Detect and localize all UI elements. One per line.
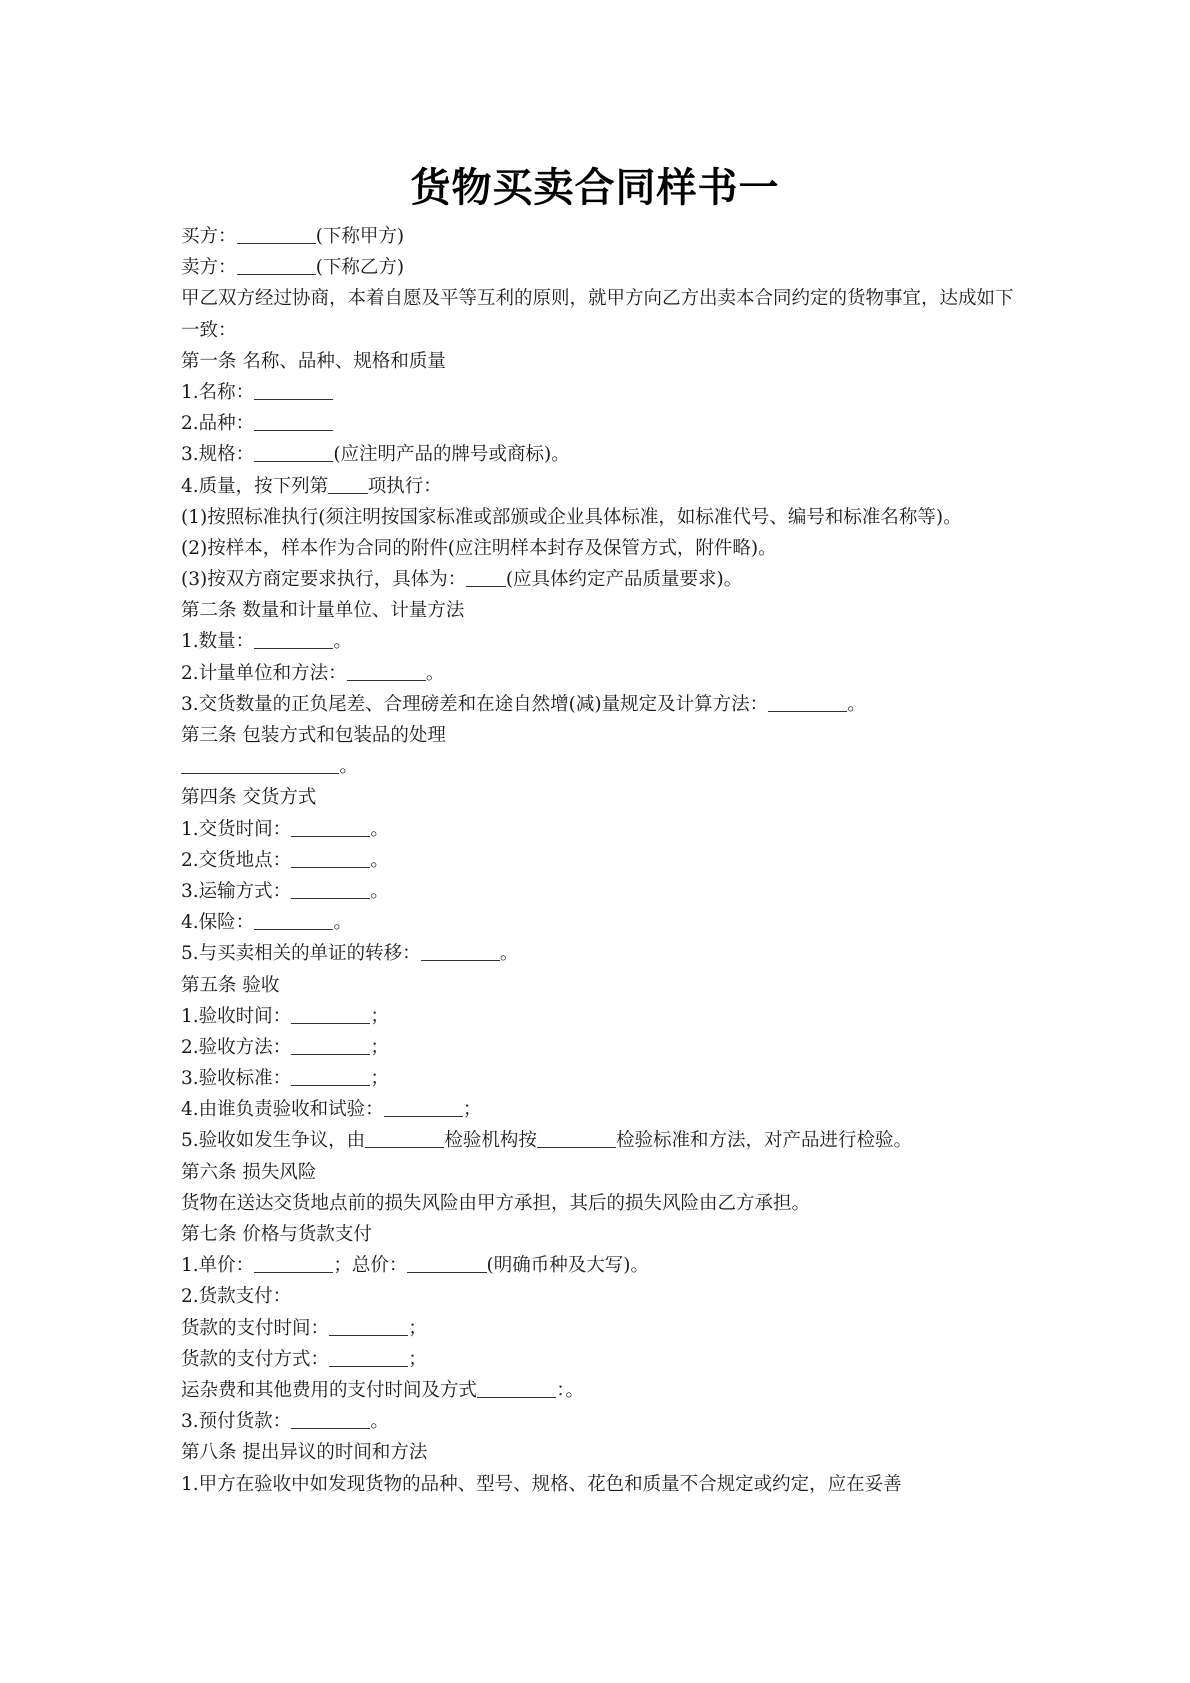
fill-in-blank (768, 691, 847, 712)
clause-line: 卖方： (下称乙方) (181, 252, 1021, 283)
fill-in-blank (291, 847, 370, 868)
article-heading: 第六条 损失风险 (181, 1161, 317, 1183)
fill-in-blank (384, 1096, 463, 1117)
clause-line: 1.单价： ；总价： (明确币种及大写)。 (181, 1250, 1021, 1281)
clause-line: (3)按双方商定要求执行，具体为： (应具体约定产品质量要求)。 (181, 564, 1021, 595)
fill-in-blank (291, 1003, 370, 1024)
clause-line: 1.验收时间： ； (181, 1001, 1021, 1032)
clause-line: 。 (181, 751, 1021, 782)
article-heading: 第一条 名称、品种、规格和质量 (181, 350, 446, 372)
article-heading: 第二条 数量和计量单位、计量方法 (181, 600, 465, 622)
clause-line: 2.货款支付： (181, 1286, 292, 1308)
fill-in-blank (329, 1346, 408, 1367)
clause-line: 货款的支付方式： ； (181, 1344, 1021, 1375)
document-title: 货物买卖合同样书一 (410, 165, 780, 211)
article-heading: 第三条 包装方式和包装品的处理 (181, 725, 446, 747)
clause-line: 2.品种： (181, 408, 1021, 439)
fill-in-blank (347, 660, 426, 681)
fill-in-blank (466, 566, 506, 587)
clause-line: 5.验收如发生争议，由 检验机构按 检验标准和方法，对产品进行检验。 (181, 1125, 1021, 1156)
clause-line: 3.交货数量的正负尾差、合理磅差和在途自然增(减)量规定及计算方法： 。 (181, 689, 1021, 720)
fill-in-blank (291, 1065, 370, 1086)
clause-line: 4.保险： 。 (181, 907, 1021, 938)
fill-in-blank (237, 223, 316, 244)
clause-line: 买方： (下称甲方) (181, 221, 1021, 252)
clause-line: 1.数量： 。 (181, 626, 1021, 657)
clause-line: 5.与买卖相关的单证的转移： 。 (181, 938, 1021, 969)
clause-line: 货物在送达交货地点前的损失风险由甲方承担，其后的损失风险由乙方承担。 (181, 1192, 811, 1214)
clause-line: 运杂费和其他费用的支付时间及方式 ：。 (181, 1375, 1021, 1406)
fill-in-blank (329, 1315, 408, 1336)
clause-line: 3.运输方式： 。 (181, 876, 1021, 907)
fill-in-blank (181, 753, 339, 774)
document-body (181, 221, 1021, 1500)
article-heading: 第四条 交货方式 (181, 787, 317, 809)
article-heading: 第七条 价格与货款支付 (181, 1224, 372, 1246)
clause-line: 货款的支付时间： ； (181, 1313, 1021, 1344)
fill-in-blank (291, 1034, 370, 1055)
clause-line: 4.质量，按下列第 项执行： (181, 471, 1021, 502)
fill-in-blank (291, 878, 370, 899)
clause-line: 1.交货时间： 。 (181, 814, 1021, 845)
fill-in-blank (237, 254, 316, 275)
article-heading: 第五条 验收 (181, 974, 280, 996)
fill-in-blank (254, 379, 333, 400)
clause-line: 1.名称： (181, 377, 1021, 408)
fill-in-blank (477, 1377, 556, 1398)
clause-line: 4.由谁负责验收和试验： ； (181, 1094, 1021, 1125)
article-heading: 第八条 提出异议的时间和方法 (181, 1442, 428, 1464)
clause-line: 2.计量单位和方法： 。 (181, 658, 1021, 689)
fill-in-blank (254, 628, 333, 649)
fill-in-blank (421, 940, 500, 961)
clause-line: (2)按样本，样本作为合同的附件(应注明样本封存及保管方式，附件略)。 (181, 537, 777, 559)
clause-line: 甲乙双方经过协商，本着自愿及平等互利的原则，就甲方向乙方出卖本合同约定的货物事宜，达成如下一致： (181, 288, 1014, 341)
fill-in-blank (407, 1252, 486, 1273)
fill-in-blank (254, 1252, 333, 1273)
clause-line: 3.预付货款： 。 (181, 1406, 1021, 1437)
fill-in-blank (365, 1127, 444, 1148)
clause-line: 1.甲方在验收中如发现货物的品种、型号、规格、花色和质量不合规定或约定，应在妥善 (181, 1473, 902, 1495)
fill-in-blank (254, 441, 333, 462)
fill-in-blank (328, 473, 368, 494)
clause-line: (1)按照标准执行(须注明按国家标准或部颁或企业具体标准，如标准代号、编号和标准名称等)。 (181, 506, 962, 528)
fill-in-blank (254, 909, 333, 930)
fill-in-blank (537, 1127, 616, 1148)
fill-in-blank (291, 816, 370, 837)
fill-in-blank (291, 1408, 370, 1429)
clause-line: 2.验收方法： ； (181, 1032, 1021, 1063)
clause-line: 3.验收标准： ； (181, 1063, 1021, 1094)
clause-line: 3.规格： (应注明产品的牌号或商标)。 (181, 439, 1021, 470)
clause-line: 2.交货地点： 。 (181, 845, 1021, 876)
fill-in-blank (254, 410, 333, 431)
